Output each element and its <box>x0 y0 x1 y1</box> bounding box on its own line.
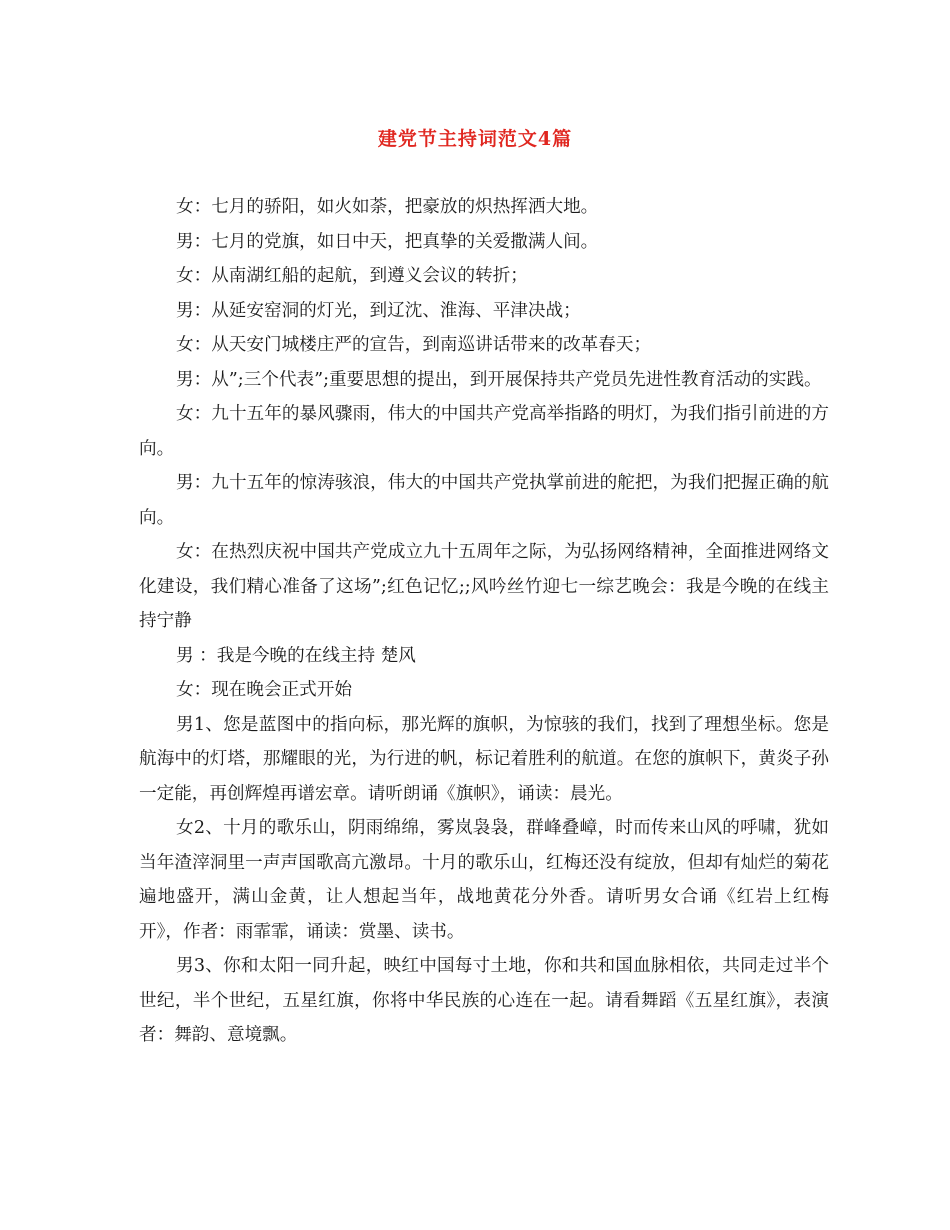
paragraph: 男 ：我是今晚的在线主持 楚风 <box>176 645 416 666</box>
paragraph: 女：从天安门城楼庄严的宣告，到南巡讲话带来的改革春天； <box>176 335 652 355</box>
paragraph: 男1、您是蓝图中的指向标，那光辉的旗帜，为惊骇的我们，找到了理想坐标。您是航海中的灯塔，那耀眼的光，为行进的帆，标记着胜利的航道。在您的旗帜下，黄炎子孙一定能，再创辉煌再谱宏章。请听朗诵《旗帜》，诵读：晨光。 <box>139 714 829 804</box>
paragraph: 男：从”;三个代表”;重要思想的提出，到开展保持共产党员先进性教育活动的实践。 <box>176 369 822 390</box>
paragraph: 男：九十五年的惊涛骇浪，伟大的中国共产党执掌前进的舵把，为我们把握正确的航向。 <box>139 473 829 528</box>
paragraph: 女：现在晚会正式开始 <box>176 680 352 700</box>
paragraph: 女：在热烈庆祝中国共产党成立九十五周年之际，为弘扬网络精神，全面推进网络文化建设，我们精心准备了这场”;红色记忆;;风吟丝竹迎七一综艺晚会：我是今晚的在线主持宁静 <box>139 542 829 631</box>
paragraph: 女：七月的骄阳，如火如荼，把豪放的炽热挥洒大地。 <box>176 197 599 217</box>
document-body <box>139 190 829 1053</box>
paragraph: 男：从延安窑洞的灯光，到辽沈、淮海、平津决战； <box>176 300 581 321</box>
document-title: 建党节主持词范文4篇 <box>377 128 573 150</box>
paragraph: 女2、十月的歌乐山，阴雨绵绵，雾岚袅袅，群峰叠嶂，时而传来山风的呼啸，犹如当年渣滓洞里一声声国歌高亢激昂。十月的歌乐山，红梅还没有绽放，但却有灿烂的菊花遍地盛开，满山金黄，让人想起当年，战地黄花分外香。请听男女合诵《红岩上红梅开》，作者：雨霏霏，诵读：赏墨、读书。 <box>139 818 829 942</box>
paragraph: 男3、你和太阳一同升起，映红中国每寸土地，你和共和国血脉相依，共同走过半个世纪，半个世纪，五星红旗，你将中华民族的心连在一起。请看舞蹈《五星红旗》，表演者：舞韵、意境飘。 <box>139 956 829 1045</box>
paragraph: 女：九十五年的暴风骤雨，伟大的中国共产党高举指路的明灯，为我们指引前进的方向。 <box>139 404 829 459</box>
paragraph: 女：从南湖红船的起航，到遵义会议的转折； <box>176 266 528 286</box>
paragraph: 男：七月的党旗，如日中天，把真挚的关爱撒满人间。 <box>176 231 599 252</box>
